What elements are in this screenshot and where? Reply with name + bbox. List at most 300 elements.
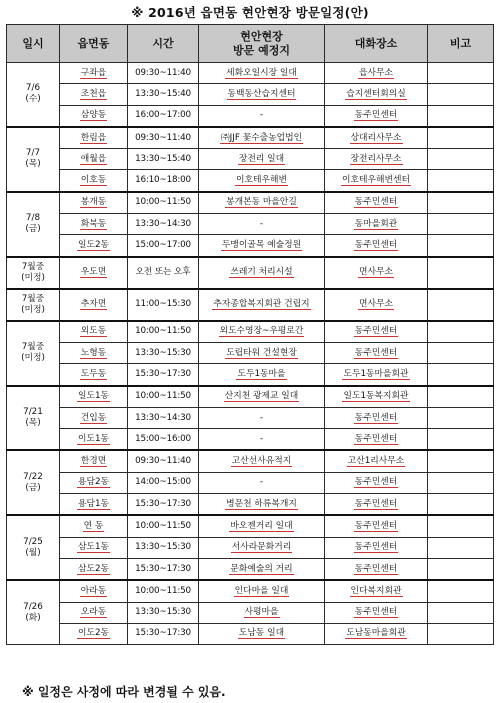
table-row <box>7 127 494 149</box>
date-cell <box>7 192 60 257</box>
note-cell <box>428 342 494 363</box>
town-cell-text: 삼도1동 <box>77 542 110 553</box>
place-cell <box>199 321 325 343</box>
header-note: 비고 <box>428 25 494 63</box>
table-row <box>7 580 494 602</box>
town-cell <box>60 407 128 428</box>
table-row <box>7 105 494 127</box>
place-cell <box>199 558 325 580</box>
note-cell <box>428 192 494 214</box>
time-cell-text: 10:00~11:50 <box>135 197 191 208</box>
town-cell-text: 한림읍 <box>80 132 107 143</box>
date-line2: (수) <box>25 94 41 105</box>
town-cell <box>60 342 128 363</box>
date-cell <box>7 321 60 386</box>
talk-cell <box>325 214 428 235</box>
town-cell <box>60 257 128 289</box>
place-cell-text: - <box>259 110 264 121</box>
talk-cell-text: 이호테우해변센터 <box>342 175 410 186</box>
time-cell-text: 11:00~15:30 <box>135 299 191 310</box>
town-cell-text: 연 동 <box>83 520 104 531</box>
town-cell <box>60 472 128 493</box>
time-cell <box>128 580 199 602</box>
note-cell <box>428 63 494 84</box>
note-cell <box>428 602 494 623</box>
table-row <box>7 386 494 408</box>
table-row <box>7 450 494 472</box>
place-cell-text: 이호테우해변 <box>236 175 287 186</box>
time-cell <box>128 407 199 428</box>
town-cell <box>60 386 128 408</box>
date-line1: 7/21 <box>23 407 43 417</box>
note-cell <box>428 515 494 537</box>
talk-cell-text: 도두1동마을회관 <box>343 368 409 379</box>
note-cell <box>428 537 494 558</box>
date-line2: (월) <box>25 547 41 558</box>
time-cell <box>128 235 199 257</box>
talk-cell <box>325 623 428 644</box>
table-row <box>7 257 494 289</box>
talk-cell <box>325 602 428 623</box>
time-cell-text: 13:30~15:40 <box>135 153 191 164</box>
time-cell <box>128 429 199 451</box>
talk-cell <box>325 364 428 386</box>
place-cell <box>199 623 325 644</box>
town-cell-text: 추자면 <box>80 299 107 310</box>
time-cell-text: 16:10~18:00 <box>135 175 191 186</box>
place-cell <box>199 407 325 428</box>
date-cell <box>7 515 60 580</box>
table-row <box>7 321 494 343</box>
town-cell-text: 아라동 <box>80 585 107 596</box>
place-cell <box>199 170 325 192</box>
talk-cell-text: 동주민센터 <box>354 347 398 358</box>
footnote: ※ 일정은 사정에 따라 변경될 수 있음. <box>22 685 226 699</box>
town-cell <box>60 321 128 343</box>
date-line1: 7월중 <box>21 342 45 353</box>
table-row <box>7 602 494 623</box>
talk-cell <box>325 494 428 516</box>
town-cell <box>60 558 128 580</box>
talk-cell <box>325 170 428 192</box>
time-cell-text: 13:30~15:30 <box>135 607 191 618</box>
town-cell <box>60 105 128 127</box>
table-row <box>7 472 494 493</box>
place-cell-text: 도두1동마을 <box>237 368 286 379</box>
date-line1: 7/6 <box>25 83 41 94</box>
talk-cell-text: 면사무소 <box>359 267 393 278</box>
time-cell-text: 14:00~15:00 <box>135 477 191 488</box>
talk-cell-text: 동주민센터 <box>354 326 398 337</box>
time-cell-text: 13:30~15:30 <box>135 542 191 553</box>
place-cell-text: 장전리 일대 <box>238 153 285 164</box>
header-date: 일시 <box>7 25 60 63</box>
note-cell <box>428 623 494 644</box>
note-cell <box>428 472 494 493</box>
note-cell <box>428 214 494 235</box>
time-cell-text: 15:30~17:30 <box>135 368 191 379</box>
time-cell <box>128 321 199 343</box>
place-cell <box>199 580 325 602</box>
time-cell-text: 15:00~16:00 <box>135 433 191 444</box>
town-cell-text: 이도2동 <box>77 628 110 639</box>
town-cell-text: 우도면 <box>80 267 107 278</box>
date-line1: 7월중 <box>21 293 45 304</box>
time-cell-text: 10:00~11:50 <box>135 326 191 337</box>
talk-cell <box>325 105 428 127</box>
talk-cell-text: 동주민센터 <box>354 197 398 208</box>
town-cell <box>60 450 128 472</box>
talk-cell <box>325 257 428 289</box>
place-cell <box>199 257 325 289</box>
town-cell-text: 일도2동 <box>77 240 110 251</box>
date-line1: 7월중 <box>21 261 45 272</box>
date-line2: (목) <box>25 418 41 428</box>
place-cell <box>199 149 325 170</box>
town-cell <box>60 494 128 516</box>
time-cell <box>128 342 199 363</box>
header-place-line1: 현안현장 <box>240 29 283 43</box>
time-cell <box>128 192 199 214</box>
time-cell <box>128 170 199 192</box>
place-cell <box>199 472 325 493</box>
place-cell <box>199 63 325 84</box>
date-line2: (미정) <box>21 304 45 315</box>
table-row <box>7 63 494 84</box>
note-cell <box>428 289 494 321</box>
table-row <box>7 214 494 235</box>
place-cell-text: 동백동산습지센터 <box>227 88 296 99</box>
town-cell <box>60 515 128 537</box>
town-cell <box>60 127 128 149</box>
time-cell-text: 09:30~11:40 <box>135 456 191 467</box>
note-cell <box>428 321 494 343</box>
talk-cell <box>325 558 428 580</box>
time-cell-text: 10:00~11:50 <box>135 391 191 402</box>
note-cell <box>428 257 494 289</box>
talk-cell-text: 동주민센터 <box>354 563 398 574</box>
time-cell-text: 15:30~17:30 <box>135 563 191 574</box>
time-cell <box>128 386 199 408</box>
town-cell-text: 한경면 <box>80 456 107 467</box>
talk-cell-text: 동주민센터 <box>354 433 398 444</box>
time-cell <box>128 214 199 235</box>
town-cell <box>60 289 128 321</box>
town-cell-text: 봉개동 <box>80 197 107 208</box>
place-cell <box>199 537 325 558</box>
talk-cell-text: 상대리사무소 <box>350 132 402 143</box>
town-cell-text: 용담1동 <box>77 498 110 509</box>
talk-cell-text: 습지센터회의실 <box>346 88 406 99</box>
town-cell-text: 삼양동 <box>80 110 107 121</box>
place-cell-text: 바오젠거리 일대 <box>230 520 293 531</box>
note-cell <box>428 386 494 408</box>
header-town: 읍면동 <box>60 25 128 63</box>
note-cell <box>428 364 494 386</box>
time-cell-text: 13:30~15:30 <box>135 347 191 358</box>
place-cell-text: ㈜JJF 꽃수출농업법인 <box>220 132 303 143</box>
note-cell <box>428 494 494 516</box>
table-row <box>7 84 494 105</box>
note-cell <box>428 170 494 192</box>
town-cell <box>60 623 128 644</box>
talk-cell <box>325 429 428 451</box>
note-cell <box>428 235 494 257</box>
table-row <box>7 537 494 558</box>
place-cell-text: 도남동 일대 <box>238 628 285 639</box>
date-line2: (목) <box>25 159 41 170</box>
place-cell-text: 쓰레기 처리시설 <box>230 267 293 278</box>
table-row <box>7 192 494 214</box>
time-cell <box>128 602 199 623</box>
place-cell <box>199 289 325 321</box>
date-line2: (미정) <box>21 272 45 283</box>
place-cell-text: 병문천 하류복개지 <box>226 498 297 509</box>
time-cell <box>128 472 199 493</box>
time-cell-text: 오전 또는 오후 <box>135 267 191 278</box>
place-cell-text: 추자종합복지회관 건립지 <box>213 299 310 310</box>
note-cell <box>428 450 494 472</box>
place-cell-text: - <box>259 218 264 229</box>
place-cell-text: 사평마을 <box>244 607 279 618</box>
town-cell-text: 이도1동 <box>77 433 110 444</box>
time-cell <box>128 289 199 321</box>
date-line2: (금) <box>25 482 41 493</box>
table-row <box>7 364 494 386</box>
time-cell <box>128 515 199 537</box>
talk-cell <box>325 515 428 537</box>
place-cell-text: 서사라문화거리 <box>231 542 292 553</box>
date-line1: 7/26 <box>23 601 43 612</box>
table-row <box>7 494 494 516</box>
place-cell <box>199 84 325 105</box>
time-cell <box>128 127 199 149</box>
town-cell-text: 오라동 <box>80 607 107 618</box>
table-row <box>7 429 494 451</box>
time-cell-text: 15:30~17:30 <box>135 498 191 509</box>
date-line1: 7/8 <box>25 213 41 224</box>
talk-cell-text: 도남동마을회관 <box>346 628 406 639</box>
place-cell <box>199 429 325 451</box>
date-line2: (화) <box>25 612 41 623</box>
town-cell <box>60 537 128 558</box>
talk-cell <box>325 289 428 321</box>
town-cell-text: 애월읍 <box>80 153 107 164</box>
town-cell <box>60 235 128 257</box>
note-cell <box>428 149 494 170</box>
talk-cell <box>325 580 428 602</box>
time-cell-text: 10:00~11:50 <box>135 520 191 531</box>
time-cell <box>128 537 199 558</box>
town-cell <box>60 149 128 170</box>
place-cell <box>199 515 325 537</box>
talk-cell-text: 고산1리사무소 <box>347 456 405 467</box>
talk-cell <box>325 84 428 105</box>
place-cell <box>199 192 325 214</box>
date-cell <box>7 63 60 127</box>
time-cell-text: 10:00~11:50 <box>135 585 191 596</box>
time-cell-text: 15:30~17:30 <box>135 628 191 639</box>
note-cell <box>428 407 494 428</box>
date-cell <box>7 580 60 644</box>
place-cell-text: 인다마을 일대 <box>234 585 289 596</box>
table-row <box>7 342 494 363</box>
talk-cell-text: 동주민센터 <box>354 240 398 251</box>
note-cell <box>428 580 494 602</box>
talk-cell-text: 동주민센터 <box>354 110 398 121</box>
table-row <box>7 235 494 257</box>
place-cell <box>199 364 325 386</box>
time-cell-text: 13:30~14:30 <box>135 218 191 229</box>
talk-cell <box>325 192 428 214</box>
place-cell-text: - <box>259 412 264 423</box>
note-cell <box>428 429 494 451</box>
place-cell-text: 고산선사유적지 <box>231 456 292 467</box>
town-cell-text: 구좌읍 <box>80 67 107 78</box>
time-cell <box>128 494 199 516</box>
time-cell-text: 16:00~17:00 <box>135 110 191 121</box>
note-cell <box>428 105 494 127</box>
time-cell <box>128 105 199 127</box>
time-cell-text: 09:30~11:40 <box>135 67 191 78</box>
talk-cell-text: 동주민센터 <box>354 498 398 509</box>
talk-cell <box>325 342 428 363</box>
date-cell <box>7 289 60 321</box>
table-row <box>7 170 494 192</box>
town-cell-text: 노형동 <box>80 347 107 358</box>
town-cell-text: 일도1동 <box>77 391 110 402</box>
town-cell <box>60 192 128 214</box>
talk-cell <box>325 149 428 170</box>
town-cell-text: 삼도2동 <box>77 563 110 574</box>
table-row <box>7 558 494 580</box>
talk-cell <box>325 321 428 343</box>
talk-cell-text: 동주민센터 <box>354 477 398 488</box>
header-time: 시간 <box>128 25 199 63</box>
schedule-body <box>7 63 494 645</box>
time-cell <box>128 63 199 84</box>
town-cell <box>60 602 128 623</box>
place-cell <box>199 602 325 623</box>
talk-cell <box>325 63 428 84</box>
place-cell-text: 외도수영장~우평로간 <box>219 326 304 337</box>
date-line1: 7/25 <box>23 536 43 547</box>
talk-cell-text: 장전리사무소 <box>350 153 402 164</box>
town-cell-text: 용담2동 <box>77 477 110 488</box>
talk-cell <box>325 450 428 472</box>
date-cell <box>7 127 60 192</box>
table-row <box>7 623 494 644</box>
place-cell <box>199 105 325 127</box>
time-cell-text: 09:30~11:40 <box>135 132 191 143</box>
town-cell-text: 화북동 <box>80 218 107 229</box>
date-cell <box>7 257 60 289</box>
place-cell-text: 도립타워 건설현장 <box>226 347 297 358</box>
place-cell <box>199 450 325 472</box>
town-cell <box>60 580 128 602</box>
time-cell-text: 15:00~17:00 <box>135 240 191 251</box>
note-cell <box>428 127 494 149</box>
talk-cell-text: 읍사무소 <box>359 67 393 78</box>
talk-cell <box>325 472 428 493</box>
note-cell <box>428 558 494 580</box>
header-row <box>7 25 494 63</box>
place-cell-text: 문화예술의 거리 <box>230 563 293 574</box>
time-cell <box>128 364 199 386</box>
town-cell <box>60 364 128 386</box>
table-row <box>7 407 494 428</box>
town-cell-text: 건입동 <box>80 412 107 423</box>
date-cell <box>7 450 60 515</box>
date-cell <box>7 386 60 451</box>
talk-cell-text: 동주민센터 <box>354 607 398 618</box>
talk-cell-text: 인다복지회관 <box>350 585 402 596</box>
time-cell-text: 13:30~15:40 <box>135 88 191 99</box>
talk-cell <box>325 235 428 257</box>
place-cell-text: - <box>259 433 264 444</box>
time-cell <box>128 257 199 289</box>
date-line2: (미정) <box>21 353 45 364</box>
talk-cell-text: 일도1동복지회관 <box>343 391 409 402</box>
time-cell <box>128 84 199 105</box>
time-cell <box>128 623 199 644</box>
table-row <box>7 149 494 170</box>
place-cell-text: 산지천 광제교 일대 <box>224 391 299 402</box>
place-cell <box>199 342 325 363</box>
place-cell <box>199 127 325 149</box>
place-cell-text: 세화오일시장 일대 <box>226 67 297 78</box>
place-cell-text: 봉개본동 마을안길 <box>226 197 297 208</box>
place-cell <box>199 386 325 408</box>
talk-cell-text: 동마을회관 <box>354 218 398 229</box>
header-place-line2: 방문 예정지 <box>233 43 290 57</box>
town-cell <box>60 63 128 84</box>
time-cell <box>128 558 199 580</box>
document-title: ※ 2016년 읍면동 현안현장 방문일정(안) <box>131 5 369 20</box>
town-cell <box>60 84 128 105</box>
time-cell-text: 13:30~14:30 <box>135 412 191 423</box>
talk-cell-text: 동주민센터 <box>354 542 398 553</box>
place-cell <box>199 494 325 516</box>
talk-cell <box>325 537 428 558</box>
talk-cell <box>325 386 428 408</box>
place-cell-text: - <box>259 477 264 488</box>
town-cell-text: 이호동 <box>80 175 107 186</box>
town-cell-text: 도두동 <box>80 368 107 379</box>
place-cell-text: 두맹이골목 예술정원 <box>221 240 302 251</box>
header-place <box>199 25 325 63</box>
schedule-table <box>6 24 494 645</box>
talk-cell-text: 면사무소 <box>359 299 393 310</box>
talk-cell <box>325 127 428 149</box>
date-line1: 7/22 <box>23 471 43 482</box>
town-cell <box>60 214 128 235</box>
time-cell <box>128 149 199 170</box>
town-cell <box>60 429 128 451</box>
date-line1: 7/7 <box>25 148 41 159</box>
table-row <box>7 289 494 321</box>
talk-cell <box>325 407 428 428</box>
town-cell-text: 외도동 <box>80 326 107 337</box>
table-row <box>7 515 494 537</box>
talk-cell-text: 동주민센터 <box>354 520 398 531</box>
note-cell <box>428 84 494 105</box>
town-cell-text: 조천읍 <box>80 88 107 99</box>
talk-cell-text: 동주민센터 <box>354 412 398 423</box>
town-cell <box>60 170 128 192</box>
date-line2: (금) <box>25 224 41 235</box>
place-cell <box>199 235 325 257</box>
